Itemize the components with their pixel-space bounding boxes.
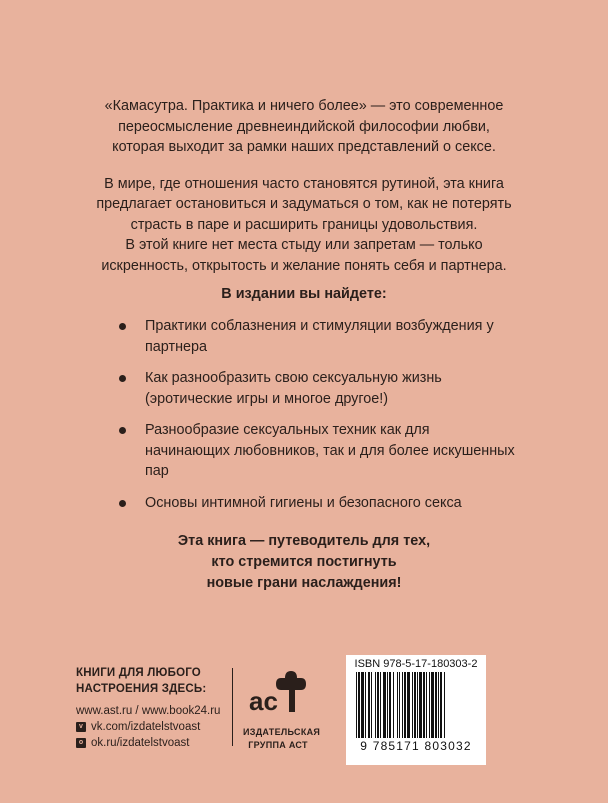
closing-line-2: кто стремится постигнуть	[211, 554, 397, 570]
features-list	[117, 316, 517, 524]
closing-line-1: Эта книга — путеводитель для тех,	[177, 533, 431, 549]
barcode-bars	[352, 672, 480, 738]
divider	[232, 668, 233, 746]
list-item: Основы интимной гигиены и безопасного секса	[117, 493, 517, 514]
bullet-icon	[119, 427, 126, 434]
bullet-icon	[119, 375, 126, 382]
list-item: Разнообразие сексуальных техник как для начинающих любовников, так и для более искушенных пар	[117, 420, 517, 482]
list-item: Как разнообразить свою сексуальную жизнь (эротические игры и многое другое!)	[117, 368, 517, 409]
publisher-label-1: ИЗДАТЕЛЬСКАЯ	[243, 727, 321, 737]
list-item: Практики соблазнения и стимуляции возбуждения у партнера	[117, 316, 517, 357]
isbn-barcode	[346, 655, 486, 765]
svg-text:ас: ас	[249, 686, 278, 716]
promo-heading-1: КНИГИ ДЛЯ ЛЮБОГО	[76, 667, 201, 679]
closing-line-3: новые грани наслаждения!	[206, 575, 402, 591]
vk-icon: v	[76, 722, 86, 732]
features-title: В издании вы найдете:	[221, 286, 387, 302]
intro-paragraph-1: «Камасутра. Практика и ничего более» — это современное переосмысление древнеиндийской философии любви, которая выходит за рамки наших представлений о сексе.	[104, 98, 504, 155]
promo-block	[76, 665, 236, 751]
vk-link-text[interactable]: vk.com/izdatelstvoast	[91, 721, 201, 733]
intro-paragraph-3: В этой книге нет места стыду или запретам — только искренность, открытость и желание понять себя и партнера.	[101, 237, 507, 274]
bullet-icon	[119, 323, 126, 330]
closing-statement	[0, 531, 608, 594]
intro-text	[92, 96, 516, 276]
publisher-logo	[243, 668, 321, 751]
ok-link[interactable]	[76, 735, 236, 751]
publisher-label-2: ГРУППА АСТ	[248, 740, 308, 750]
ok-icon: o	[76, 738, 86, 748]
ast-logo-icon	[243, 668, 313, 720]
ok-link-text[interactable]: ok.ru/izdatelstvoast	[91, 737, 190, 749]
isbn-text: ISBN 978-5-17-180303-2	[354, 658, 478, 670]
website-links[interactable]: www.ast.ru / www.book24.ru	[76, 705, 221, 717]
intro-paragraph-2: В мире, где отношения часто становятся рутиной, эта книга предлагает остановиться и задуматься о том, как не потерять страсть в паре и расширить границы удовольствия.	[96, 175, 512, 233]
bullet-icon	[119, 500, 126, 507]
barcode-digits: 9 785171 803032	[360, 739, 472, 753]
promo-heading-2: НАСТРОЕНИЯ ЗДЕСЬ:	[76, 683, 207, 695]
vk-link[interactable]	[76, 719, 236, 735]
